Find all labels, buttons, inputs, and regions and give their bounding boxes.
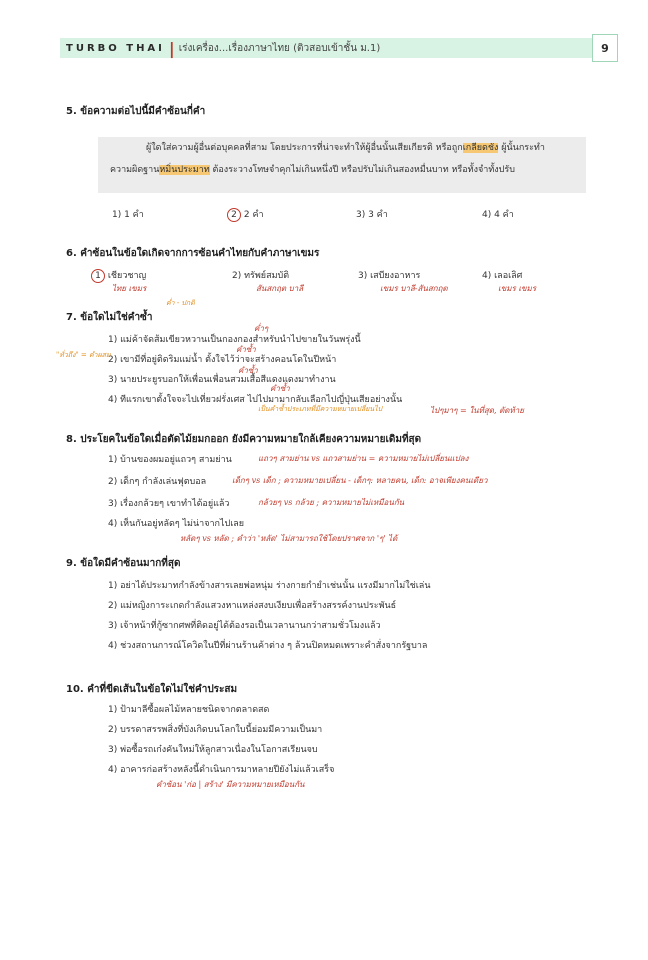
passage-highlight: หมิ่นประมาท xyxy=(159,165,210,175)
question-5-passage xyxy=(98,137,586,193)
q10-item-3: 3) พ่อซื้อรถเก๋งคันใหม่ให้ลูกสาวเนื่องในโอกาสเรียนจบ xyxy=(108,745,318,755)
q10-item-4: 4) อาคารก่อสร้างหลังนี้ดำเนินการมาหลายปียังไม่แล้วเสร็จ xyxy=(108,765,335,775)
passage-highlight: เกลียดชัง xyxy=(462,143,499,153)
handwritten-note: เด็กๆ vs เด็ก ; ความหมายเปลี่ยน - เด็กๆ: หลายคน, เด็ก: อาจเพียงคนเดียว xyxy=(232,476,488,485)
handwritten-note: "ทั่วถึง" = คำผสม xyxy=(56,351,111,359)
question-7-heading: 7. ข้อใดไม่ใช่คำซ้ำ xyxy=(66,312,153,323)
handwritten-note: คำซ้ำ xyxy=(270,384,290,393)
q5-option-2 xyxy=(230,207,264,222)
q7-item-1: 1) แม่ค้าจัดส้มเขียวหวานเป็นกองกองสำหรับนำไปขายในวันพรุ่งนี้ xyxy=(108,335,361,345)
q8-item-1: 1) บ้านของผมอยู่แถวๆ สามย่าน xyxy=(108,455,232,465)
q9-item-3: 3) เจ้าหน้าที่กู้ซากศพที่ติดอยู่ได้ต้องรอเป็นเวลานานกว่าสามชั่วโมงแล้ว xyxy=(108,621,381,631)
passage-text: ความผิดฐาน xyxy=(110,165,160,175)
q10-item-1: 1) ป้ามาลีซื้อผลไม้หลายชนิดจากตลาดสด xyxy=(108,705,270,715)
q8-item-2: 2) เด็กๆ กำลังเล่นฟุตบอล xyxy=(108,477,207,487)
q7-item-3: 3) นายประยูรบอกให้เพื่อนเพื่อนสวมเสื้อสีแดงแดงมาทำงาน xyxy=(108,375,336,385)
handwritten-note: ค่ำๆ xyxy=(254,324,269,333)
q8-item-4: 4) เห็นกันอยู่หลัดๆ ไม่น่าจากไปเลย xyxy=(108,519,245,529)
q7-item-2: 2) เขามีที่อยู่ติดริมแม่น้ำ ตั้งใจไว้ว่าจะสร้างคอนโดในปีหน้า xyxy=(108,355,337,365)
q6-option-3: 3) เสบียงอาหาร xyxy=(358,271,421,281)
handwritten-note: ค่ำ - ปกติ xyxy=(166,299,195,307)
handwritten-note: เขมร เขมร xyxy=(498,284,537,293)
q5-option-1: 1) 1 คำ xyxy=(112,210,144,220)
handwritten-note: แถวๆ สามย่าน vs แถวสามย่าน = ความหมายไม่เปลี่ยนแปลง xyxy=(258,454,469,463)
q7-item-4: 4) ทีแรกเขาตั้งใจจะไปเที่ยวฝรั่งเศส ไปไปมามากลับเลือกไปญี่ปุ่นเสียอย่างนั้น xyxy=(108,395,403,405)
handwritten-note: สันสกฤต บาลี xyxy=(256,284,304,293)
q6-option-2: 2) ทรัพย์สมบัติ xyxy=(232,271,290,281)
handwritten-note: กล้วยๆ vs กล้วย ; ความหมายไม่เหมือนกัน xyxy=(258,498,405,507)
handwritten-note: ไปๆมาๆ = ในที่สุด, ตัดท้าย xyxy=(430,406,524,415)
answer-circle: 1 xyxy=(91,269,105,283)
handwritten-note: คำซ้ำ xyxy=(236,345,256,354)
answer-circle: 2 xyxy=(227,208,241,222)
q5-option-3: 3) 3 คำ xyxy=(356,210,388,220)
header-title: เร่งเครื่อง...เรื่องภาษาไทย (ติวสอบเข้าชั้น ม.1) xyxy=(178,42,381,54)
passage-text: ผู้ใดใส่ความผู้อื่นต่อบุคคลที่สาม โดยประการที่น่าจะทำให้ผู้อื่นนั้นเสียเกียรติ หรือถูก xyxy=(146,143,463,153)
q8-item-3: 3) เรื่องกล้วยๆ เขาทำได้อยู่แล้ว xyxy=(108,499,230,509)
handwritten-note: ไทย เขมร xyxy=(112,284,147,293)
handwritten-note: คำซ้อน 'ก่อ | สร้าง' มีความหมายเหมือนกัน xyxy=(156,780,305,789)
q6-option-1-text: เชียวชาญ xyxy=(105,271,147,281)
q10-item-2: 2) บรรดาสรรพสิ่งที่บังเกิดบนโลกใบนี้ย่อมมีความเป็นมา xyxy=(108,725,323,735)
handwritten-note: คำซ้ำ xyxy=(238,366,258,375)
handwritten-note: เป็นคำซ้ำประเภทที่มีความหมายเปลี่ยนไป xyxy=(258,405,383,413)
question-9-heading: 9. ข้อใดมีคำซ้อนมากที่สุด xyxy=(66,558,181,569)
page-number: 9 xyxy=(592,34,618,62)
passage-text: ต้องระวางโทษจำคุกไม่เกินหนึ่งปี หรือปรับไม่เกินสองหมื่นบาท หรือทั้งจำทั้งปรับ xyxy=(209,165,515,175)
q6-option-4: 4) เลอเลิศ xyxy=(482,271,523,281)
q9-item-1: 1) อย่าได้ประมาทกำลังข้างสารเลยพ่อหนุ่ม ร่างกายกำยำเช่นนั้น แรงมีมากไม่ใช่เล่น xyxy=(108,581,431,591)
q9-item-2: 2) แม่หญิงการะเกดกำลังแสวงหาแหล่งสงบเงียบเพื่อสร้างสรรค์งานประพันธ์ xyxy=(108,601,397,611)
question-10-heading: 10. คำที่ขีดเส้นในข้อใดไม่ใช่คำประสม xyxy=(66,684,238,695)
question-8-heading: 8. ประโยคในข้อใดเมื่อตัดไม้ยมกออก ยังมีความหมายใกล้เคียงความหมายเดิมที่สุด xyxy=(66,434,422,445)
question-6-heading: 6. คำซ้อนในข้อใดเกิดจากการซ้อนคำไทยกับคำภาษาเขมร xyxy=(66,248,320,259)
page-header xyxy=(60,38,592,58)
q5-option-2-text: 2 คำ xyxy=(241,210,264,220)
header-separator: | xyxy=(168,38,175,58)
q9-item-4: 4) ช่วงสถานการณ์โควิดในปีที่ผ่านร้านค้าต่าง ๆ ล้วนปิดหมดเพราะคำสั่งจากรัฐบาล xyxy=(108,641,428,651)
q6-option-1 xyxy=(94,268,146,283)
q5-option-4: 4) 4 คำ xyxy=(482,210,514,220)
handwritten-note: หลัดๆ vs หลัด ; คำว่า 'หลัด' ไม่สามารถใช้โดยปราศจาก 'ๆ' ได้ xyxy=(180,534,398,543)
brand-logo: TURBO THAI xyxy=(66,42,165,54)
question-5-heading: 5. ข้อความต่อไปนี้มีคำซ้อนกี่คำ xyxy=(66,106,206,117)
handwritten-note: เขมร บาลี-สันสกฤต xyxy=(380,284,448,293)
passage-text: ผู้นั้นกระทำ xyxy=(498,143,545,153)
